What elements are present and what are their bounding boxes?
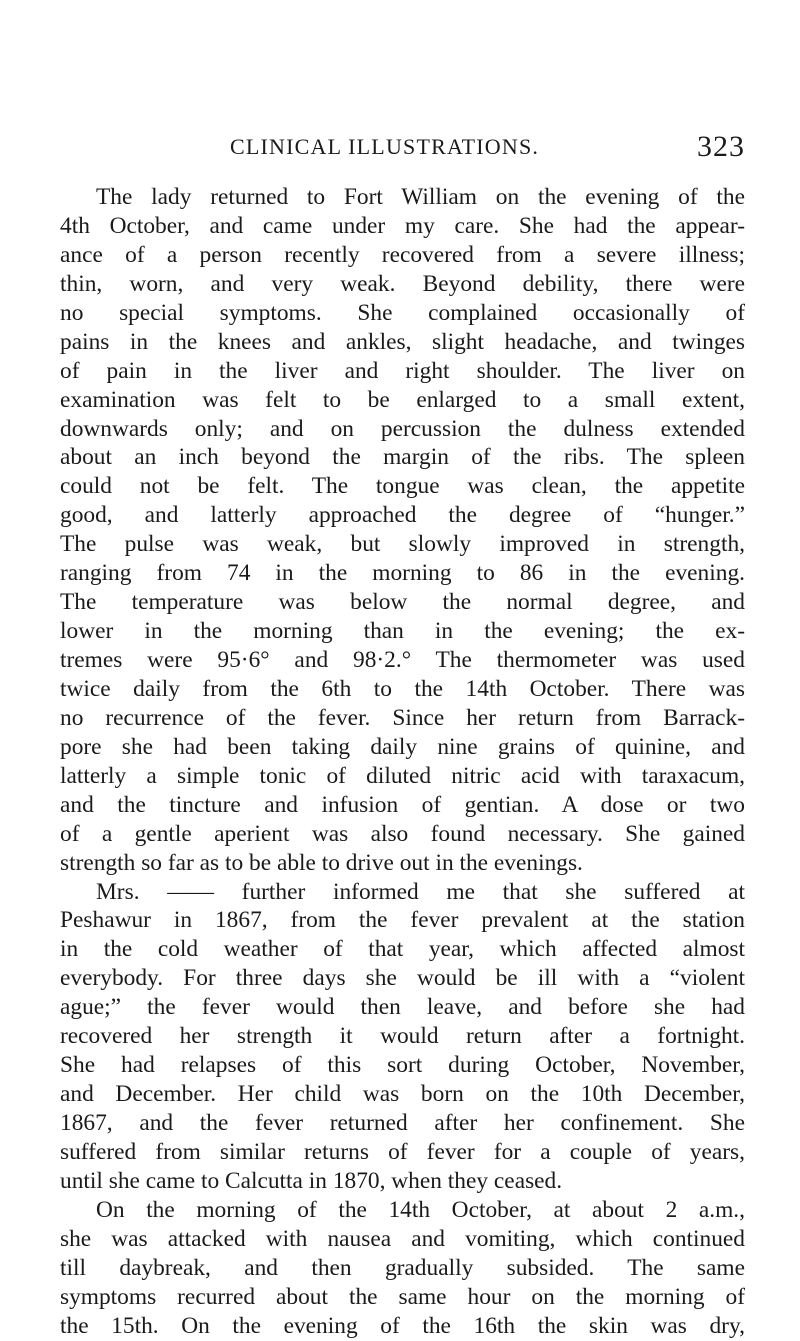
text-line: Mrs. —— further informed me that she suffered at bbox=[96, 878, 745, 905]
running-title: CLINICAL ILLUSTRATIONS. bbox=[230, 134, 540, 159]
text-line: ague;” the fever would then leave, and before she had bbox=[60, 994, 745, 1021]
text-line: about an inch beyond the margin of the ribs. The spleen bbox=[60, 444, 745, 471]
text-line: downwards only; and on percussion the dulness extended bbox=[60, 415, 745, 442]
text-line: till daybreak, and then gradually subsided. The same bbox=[60, 1254, 745, 1281]
text-line: The temperature was below the normal degree, and bbox=[60, 589, 745, 616]
text-line: no recurrence of the fever. Since her return from Barrack- bbox=[60, 704, 745, 731]
text-line: tremes were 95·6° and 98·2.° The thermometer was used bbox=[60, 647, 745, 673]
text-line: 4th October, and came under my care. She had the appear- bbox=[60, 212, 745, 239]
text-line: in the cold weather of that year, which affected almost bbox=[60, 936, 745, 963]
text-line: no special symptoms. She complained occasionally of bbox=[60, 299, 745, 326]
text-line: latterly a simple tonic of diluted nitric acid with taraxacum, bbox=[60, 762, 745, 789]
text-line: good, and latterly approached the degree of “hunger.” bbox=[60, 502, 745, 529]
text-line: suffered from similar returns of fever for a couple of years, bbox=[60, 1138, 745, 1165]
text-line: and December. Her child was born on the 10th December, bbox=[60, 1081, 745, 1108]
text-line: symptoms recurred about the same hour on the morning of bbox=[60, 1283, 745, 1310]
running-head bbox=[60, 130, 745, 174]
text-line: ranging from 74 in the morning to 86 in the evening. bbox=[60, 560, 745, 587]
text-line: examination was felt to be enlarged to a small extent, bbox=[60, 386, 745, 413]
text-line: She had relapses of this sort during October, November, bbox=[60, 1052, 745, 1079]
text-line: thin, worn, and very weak. Beyond debility, there were bbox=[60, 270, 745, 297]
text-line: everybody. For three days she would be ill with a “violent bbox=[60, 965, 745, 992]
text-line: could not be felt. The tongue was clean, the appetite bbox=[60, 473, 745, 500]
text-line: pains in the knees and ankles, slight headache, and twinges bbox=[60, 328, 745, 355]
text-line: twice daily from the 6th to the 14th October. There was bbox=[60, 675, 745, 702]
text-line: Peshawur in 1867, from the fever prevalent at the station bbox=[60, 907, 745, 934]
text-line: 1867, and the fever returned after her confinement. She bbox=[60, 1110, 745, 1136]
text-line: strength so far as to be able to drive out in the evenings. bbox=[60, 849, 583, 876]
text-line: ance of a person recently recovered from a severe illness; bbox=[60, 241, 745, 268]
body-text bbox=[60, 183, 745, 1341]
text-line: The pulse was weak, but slowly improved in strength, bbox=[60, 531, 745, 558]
text-line: of a gentle aperient was also found necessary. She gained bbox=[60, 820, 745, 847]
text-line: of pain in the liver and right shoulder. The liver on bbox=[60, 357, 745, 384]
text-line: and the tincture and infusion of gentian. A dose or two bbox=[60, 791, 745, 818]
text-line: recovered her strength it would return after a fortnight. bbox=[60, 1023, 745, 1050]
text-line: she was attacked with nausea and vomiting, which continued bbox=[60, 1225, 745, 1252]
text-line: The lady returned to Fort William on the evening of the bbox=[96, 184, 745, 210]
text-line: the 15th. On the evening of the 16th the skin was dry, bbox=[60, 1312, 745, 1339]
text-line: pore she had been taking daily nine grains of quinine, and bbox=[60, 733, 745, 760]
text-line: until she came to Calcutta in 1870, when they ceased. bbox=[60, 1167, 563, 1194]
page-number: 323 bbox=[697, 130, 745, 163]
text-line: On the morning of the 14th October, at about 2 a.m., bbox=[96, 1196, 745, 1223]
text-line: lower in the morning than in the evening; the ex- bbox=[60, 618, 745, 645]
